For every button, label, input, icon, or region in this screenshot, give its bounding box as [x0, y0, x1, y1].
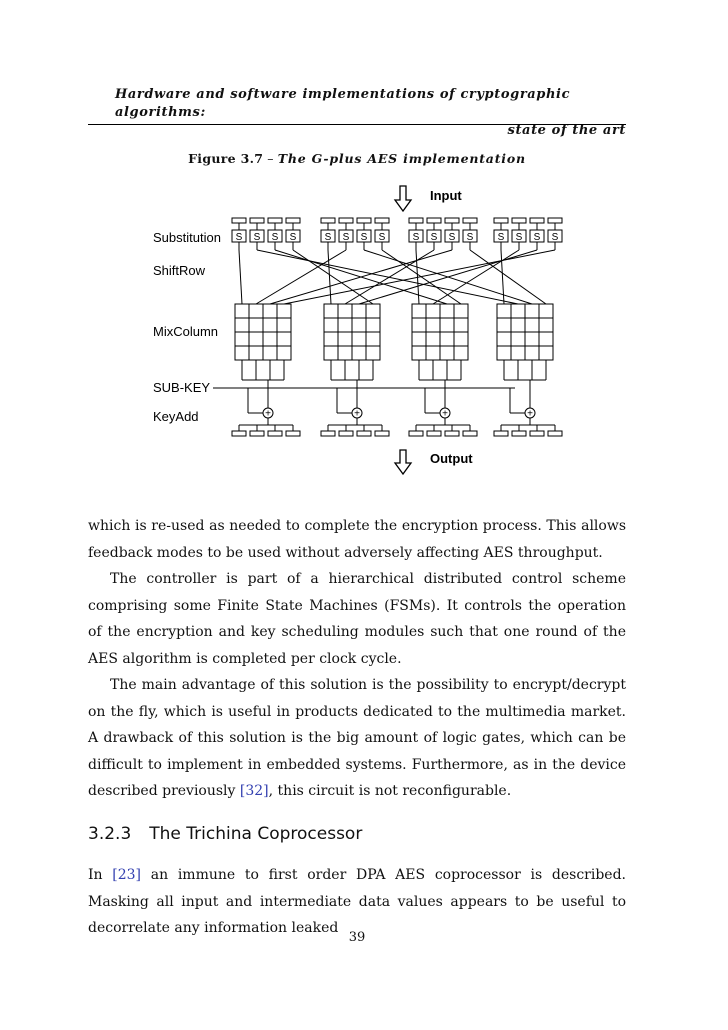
- mixcolumn-cell: [440, 346, 454, 360]
- shiftrow-wire: [501, 250, 504, 304]
- sbox-label: S: [235, 232, 243, 243]
- input-register-cell: [339, 218, 353, 223]
- mixcolumn-cell: [412, 318, 426, 332]
- mixcolumn-cell: [525, 304, 539, 318]
- output-register-cell: [463, 431, 477, 436]
- input-register-cell: [409, 218, 423, 223]
- xor-symbol: +: [265, 408, 271, 420]
- keyadd-label: KeyAdd: [153, 409, 199, 424]
- page-number: 39: [348, 930, 366, 945]
- mixcolumn-cell: [235, 304, 249, 318]
- output-register-cell: [375, 431, 389, 436]
- output-register-cell: [548, 431, 562, 436]
- sbox-label: S: [466, 232, 474, 243]
- output-register-cell: [445, 431, 459, 436]
- mixcolumn-cell: [352, 304, 366, 318]
- mixcolumn-cell: [249, 318, 263, 332]
- mixcolumn-cell: [412, 304, 426, 318]
- section-heading: [88, 824, 362, 844]
- mixcolumn-cell: [525, 346, 539, 360]
- section-title: The Trichina Coprocessor: [149, 824, 363, 844]
- output-register-cell: [268, 431, 282, 436]
- mixcolumn-cell: [366, 318, 380, 332]
- shiftrow-wire: [328, 250, 331, 304]
- mixcolumn-cell: [366, 304, 380, 318]
- figure-title: The G-plus AES implementation: [277, 151, 526, 166]
- mixcolumn-cell: [263, 346, 277, 360]
- sbox-label: S: [551, 232, 559, 243]
- mixcolumn-cell: [352, 346, 366, 360]
- mixcolumn-cell: [249, 346, 263, 360]
- output-register-cell: [286, 431, 300, 436]
- citation-32-link[interactable]: [32]: [239, 783, 269, 799]
- paragraph-4-text-b: an immune to first order DPA AES coprocessor is described. Masking all input and intermediate data values appears to be useful to decorrelate any information leaked: [88, 867, 626, 936]
- sbox-label: S: [378, 232, 386, 243]
- mixcolumn-cell: [235, 318, 249, 332]
- output-register-cell: [530, 431, 544, 436]
- paragraph-1: which is re-used as needed to complete the encryption process. This allows feedback modes to be used without adversely affecting AES throughput.: [88, 518, 626, 561]
- figure-number: Figure 3.7: [188, 151, 264, 166]
- mixcolumn-cell: [539, 346, 553, 360]
- mixcolumn-cell: [539, 304, 553, 318]
- mixcolumn-cell: [352, 332, 366, 346]
- paragraph-4-text-a: In: [88, 867, 113, 883]
- substitution-label: Substitution: [153, 230, 221, 245]
- sbox-label: S: [324, 232, 332, 243]
- sbox-label: S: [515, 232, 523, 243]
- section-number: 3.2.3: [88, 824, 132, 844]
- mixcolumn-cell: [366, 332, 380, 346]
- mixcolumn-cell: [454, 332, 468, 346]
- subkey-label: SUB-KEY: [153, 380, 211, 395]
- sbox-label: S: [289, 232, 297, 243]
- output-label: Output: [430, 451, 473, 466]
- output-register-cell: [357, 431, 371, 436]
- output-register-cell: [494, 431, 508, 436]
- mixcolumn-cell: [525, 332, 539, 346]
- input-register-cell: [375, 218, 389, 223]
- output-register-cell: [232, 431, 246, 436]
- mixcolumn-cell: [440, 332, 454, 346]
- output-register-cell: [409, 431, 423, 436]
- mixcolumn-cell: [511, 332, 525, 346]
- mixcolumn-cell: [426, 304, 440, 318]
- sbox-label: S: [448, 232, 456, 243]
- input-label: Input: [430, 188, 462, 203]
- mixcolumn-cell: [277, 332, 291, 346]
- running-header-line1: Hardware and software implementations of cryptographic algorithms:: [115, 87, 571, 120]
- shiftrow-label: ShiftRow: [153, 263, 206, 278]
- aes-diagram: [0, 0, 728, 490]
- input-register-cell: [268, 218, 282, 223]
- mixcolumn-cell: [525, 318, 539, 332]
- paragraph-3-text-b: , this circuit is not reconfigurable.: [268, 783, 512, 799]
- mixcolumn-cell: [249, 332, 263, 346]
- mixcolumn-cell: [440, 318, 454, 332]
- input-register-cell: [232, 218, 246, 223]
- input-register-cell: [250, 218, 264, 223]
- output-register-cell: [339, 431, 353, 436]
- input-register-cell: [427, 218, 441, 223]
- mixcolumn-cell: [277, 304, 291, 318]
- paragraph-3-text-a: The main advantage of this solution is the possibility to encrypt/decrypt on the fly, which is useful in products dedicated to the multimedia market. A drawback of this solution is the big amount of logic gates, which can be difficult to implement in embedded systems. Furthermore, as in the device described previously: [88, 677, 626, 799]
- mixcolumn-cell: [440, 304, 454, 318]
- mixcolumn-cell: [324, 346, 338, 360]
- mixcolumn-cell: [539, 318, 553, 332]
- mixcolumn-cell: [338, 304, 352, 318]
- input-register-cell: [512, 218, 526, 223]
- mixcolumn-cell: [511, 318, 525, 332]
- input-register-cell: [463, 218, 477, 223]
- shiftrow-wire: [239, 250, 242, 304]
- mixcolumn-cell: [426, 346, 440, 360]
- mixcolumn-cell: [412, 346, 426, 360]
- output-register-cell: [427, 431, 441, 436]
- output-arrow-icon: [395, 450, 411, 474]
- xor-symbol: +: [442, 408, 448, 420]
- sbox-label: S: [342, 232, 350, 243]
- mixcolumn-cell: [263, 304, 277, 318]
- input-register-cell: [530, 218, 544, 223]
- paragraph-2: The controller is part of a hierarchical distributed control scheme comprising some Finite State Machines (FSMs). It controls the operation of the encryption and key scheduling modules such that one round of the AES algorithm is completed per clock cycle.: [88, 571, 626, 667]
- mixcolumn-cell: [511, 304, 525, 318]
- mixcolumn-cell: [324, 332, 338, 346]
- input-register-cell: [286, 218, 300, 223]
- sbox-label: S: [253, 232, 261, 243]
- mixcolumn-cell: [497, 346, 511, 360]
- sbox-label: S: [412, 232, 420, 243]
- mixcolumn-cell: [324, 318, 338, 332]
- mixcolumn-cell: [277, 318, 291, 332]
- sbox-label: S: [360, 232, 368, 243]
- mixcolumn-cell: [324, 304, 338, 318]
- mixcolumn-cell: [338, 346, 352, 360]
- mixcolumn-cell: [511, 346, 525, 360]
- sbox-label: S: [497, 232, 505, 243]
- shiftrow-wire: [284, 250, 555, 304]
- output-register-cell: [512, 431, 526, 436]
- mixcolumn-cell: [277, 346, 291, 360]
- mixcolumn-cell: [426, 332, 440, 346]
- body-text: [88, 513, 626, 805]
- mixcolumn-cell: [352, 318, 366, 332]
- mixcolumn-cell: [539, 332, 553, 346]
- mixcolumn-cell: [454, 304, 468, 318]
- xor-symbol: +: [527, 408, 533, 420]
- mixcolumn-cell: [412, 332, 426, 346]
- output-register-cell: [250, 431, 264, 436]
- sbox-label: S: [271, 232, 279, 243]
- mixcolumn-cell: [426, 318, 440, 332]
- mixcolumn-cell: [263, 332, 277, 346]
- xor-symbol: +: [354, 408, 360, 420]
- input-register-cell: [321, 218, 335, 223]
- caption-dash: –: [267, 151, 274, 166]
- mixcolumn-cell: [338, 332, 352, 346]
- input-register-cell: [445, 218, 459, 223]
- sbox-label: S: [533, 232, 541, 243]
- paragraph-3: [88, 672, 626, 805]
- input-register-cell: [548, 218, 562, 223]
- sbox-label: S: [430, 232, 438, 243]
- output-register-cell: [321, 431, 335, 436]
- mixcolumn-cell: [497, 304, 511, 318]
- input-register-cell: [494, 218, 508, 223]
- mixcolumn-cell: [338, 318, 352, 332]
- mixcolumn-cell: [454, 346, 468, 360]
- mixcolumn-cell: [235, 346, 249, 360]
- mixcolumn-cell: [249, 304, 263, 318]
- citation-23-link[interactable]: [23]: [112, 867, 142, 883]
- mixcolumn-cell: [454, 318, 468, 332]
- running-header-line2: state of the art: [507, 123, 626, 138]
- input-register-cell: [357, 218, 371, 223]
- input-arrow-icon: [395, 186, 411, 211]
- mixcolumn-cell: [263, 318, 277, 332]
- mixcolumn-cell: [497, 318, 511, 332]
- mixcolumn-cell: [366, 346, 380, 360]
- mixcolumn-cell: [497, 332, 511, 346]
- mixcolumn-label: MixColumn: [153, 324, 219, 339]
- mixcolumn-cell: [235, 332, 249, 346]
